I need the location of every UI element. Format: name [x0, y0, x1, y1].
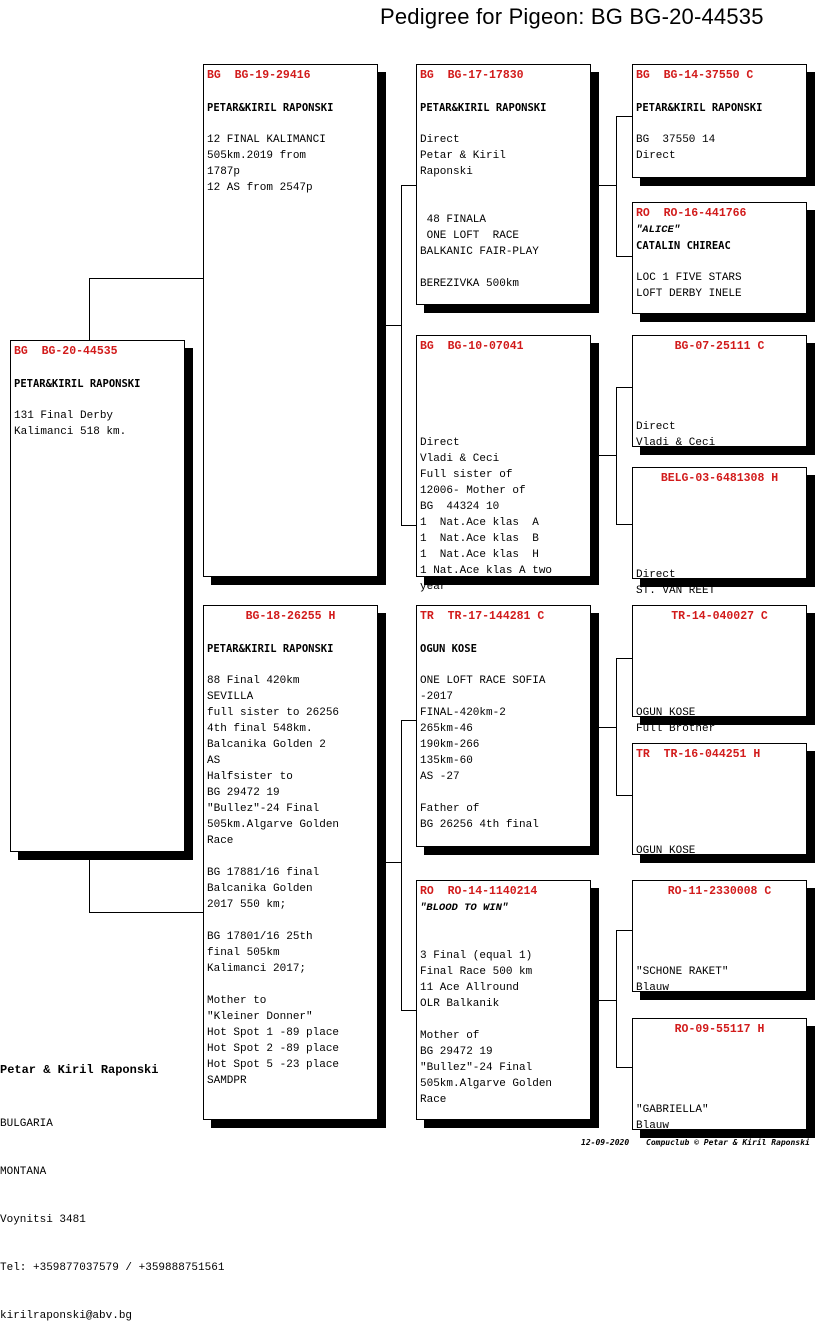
info-line: "GABRIELLA" — [636, 1104, 709, 1116]
sire-dam-card[interactable] — [416, 335, 591, 593]
info-line — [420, 419, 587, 435]
info-line — [636, 519, 803, 535]
ring-number: BG-07-25111 C — [674, 340, 765, 353]
info-line: 3 Final (equal 1) — [420, 950, 533, 962]
info-line — [420, 403, 587, 419]
connector — [590, 727, 616, 728]
info-line: ONE LOFT RACE — [420, 230, 520, 242]
info-line — [420, 916, 587, 932]
info-line: 1787p — [207, 166, 241, 178]
ring-number: BELG-03-6481308 H — [660, 472, 779, 485]
spacer — [420, 84, 587, 100]
connector — [616, 387, 633, 388]
info-line: Vladi & Ceci — [420, 453, 500, 465]
info-line: BG 17801/16 25th — [207, 931, 313, 943]
info-line — [420, 387, 587, 403]
info-line: 505km.Algarve Golden — [207, 819, 340, 831]
info-line: BEREZIVKA 500km — [420, 278, 520, 290]
ring-number: BG BG-20-44535 — [14, 345, 118, 358]
info-line: Final Race 500 km — [420, 966, 533, 978]
ring-number: RO RO-16-441766 — [636, 207, 747, 220]
info-line: BALKANIC FAIR-PLAY — [420, 246, 539, 258]
info-line: Vladi & Ceci — [636, 437, 716, 449]
owner-line: MONTANA — [0, 1166, 47, 1178]
connector — [401, 1010, 417, 1011]
info-line — [636, 795, 803, 811]
info-line: Direct — [636, 421, 676, 433]
info-line: Balcanika Golden — [207, 883, 313, 895]
info-line: Full sister of — [420, 469, 513, 481]
dam-dam-sire-card[interactable] — [632, 880, 807, 992]
info-line — [207, 977, 374, 993]
info-line: Mother of — [420, 1030, 480, 1042]
info-line: "SCHONE RAKET" — [636, 966, 729, 978]
info-line — [636, 811, 803, 827]
info-line: 135km-60 — [420, 755, 473, 767]
sire-card[interactable] — [203, 64, 378, 577]
info-line: BG 26256 4th final — [420, 819, 539, 831]
info-line: -2017 — [420, 691, 454, 703]
connector — [616, 658, 633, 659]
info-line: ST. VAN REET — [636, 585, 716, 597]
connector — [590, 1000, 616, 1001]
owner-line: Voynitsi 3481 — [0, 1214, 86, 1226]
connector — [401, 720, 417, 721]
spacer — [207, 625, 374, 641]
connector — [616, 387, 617, 524]
info-line: SAMDPR — [207, 1075, 247, 1087]
info-line: BG 37550 14 — [636, 134, 716, 146]
info-line — [207, 116, 374, 132]
ring-number: RO RO-14-1140214 — [420, 885, 538, 898]
info-line: Race — [420, 1094, 447, 1106]
info-line: 190km-266 — [420, 739, 480, 751]
info-line — [420, 260, 587, 276]
connector — [377, 325, 401, 326]
owner-phone: Tel: +359877037579 / +359888751561 — [0, 1262, 225, 1274]
info-line: "Bullez"-24 Final — [420, 1062, 533, 1074]
info-line: Blauw — [636, 982, 670, 994]
info-line: SEVILLA — [207, 691, 254, 703]
info-line: 1 Nat.Ace klas H — [420, 549, 539, 561]
dam-dam-dam-card[interactable] — [632, 1018, 807, 1130]
ring-number: BG BG-10-07041 — [420, 340, 524, 353]
info-line — [420, 196, 587, 212]
info-line — [636, 116, 803, 132]
info-line: 265km-46 — [420, 723, 473, 735]
info-line: BG 29472 19 — [207, 787, 280, 799]
info-line — [420, 1012, 587, 1028]
connector — [616, 524, 633, 525]
info-line — [420, 785, 587, 801]
info-line: year — [420, 581, 447, 593]
connector — [590, 185, 616, 186]
info-line: Full Brother — [636, 723, 716, 735]
info-line: Direct — [636, 150, 676, 162]
connector — [89, 278, 90, 340]
ring-number: RO-09-55117 H — [674, 1023, 765, 1036]
info-line — [636, 673, 803, 689]
info-line — [636, 916, 803, 932]
info-line — [207, 913, 374, 929]
info-line: 11 Ace Allround — [420, 982, 520, 994]
info-line: Direct — [636, 569, 676, 581]
ring-number: TR-14-040027 C — [671, 610, 768, 623]
ring-number: BG-18-26255 H — [245, 610, 336, 623]
info-line: 131 Final Derby — [14, 410, 114, 422]
breeder-name: PETAR&KIRIL RAPONSKI — [14, 378, 141, 390]
info-line — [636, 387, 803, 403]
connector — [616, 930, 617, 1067]
connector — [401, 720, 402, 1010]
info-line — [636, 1054, 803, 1070]
info-line — [636, 641, 803, 657]
info-line — [636, 948, 803, 964]
info-line — [420, 116, 587, 132]
footer-date: 12-09-2020 — [581, 1138, 630, 1147]
info-line: LOFT DERBY INELE — [636, 288, 742, 300]
info-line: 12 FINAL KALIMANCI — [207, 134, 326, 146]
page-title: Pedigree for Pigeon: BG BG-20-44535 — [380, 4, 764, 29]
connector — [590, 455, 616, 456]
info-line — [420, 180, 587, 196]
info-line: 2017 550 km; — [207, 899, 287, 911]
breeder-name: PETAR&KIRIL RAPONSKI — [636, 102, 763, 114]
info-line: BG 44324 10 — [420, 501, 500, 513]
info-line: BG 17881/16 final — [207, 867, 320, 879]
info-line — [636, 535, 803, 551]
info-line: BG 29472 19 — [420, 1046, 493, 1058]
info-line: OLR Balkanik — [420, 998, 500, 1010]
connector — [401, 185, 402, 525]
info-line: Blauw — [636, 1120, 670, 1132]
info-line — [636, 371, 803, 387]
info-line — [636, 403, 803, 419]
info-line: Balcanika Golden 2 — [207, 739, 326, 751]
info-line: LOC 1 FIVE STARS — [636, 272, 742, 284]
spacer — [636, 1038, 803, 1054]
info-line — [636, 779, 803, 795]
sire-dam-dam-card[interactable] — [632, 467, 807, 597]
spacer — [636, 900, 803, 916]
connector — [616, 795, 633, 796]
info-line: 1 Nat.Ace klas A — [420, 517, 539, 529]
info-line: 88 Final 420km — [207, 675, 300, 687]
breeder-name: CATALIN CHIREAC — [636, 240, 731, 252]
info-line: 4th final 548km. — [207, 723, 313, 735]
footer-credit: Compuclub © Petar & Kiril Raponski — [646, 1138, 810, 1147]
info-line: OGUN KOSE — [636, 707, 696, 719]
owner-line: BULGARIA — [0, 1118, 53, 1130]
info-line: AS — [207, 755, 221, 767]
info-line: "Kleiner Donner" — [207, 1011, 313, 1023]
info-line — [420, 932, 587, 948]
connector — [401, 185, 417, 186]
owner-address — [0, 1030, 224, 1340]
ring-number: TR TR-16-044251 H — [636, 748, 761, 761]
info-line: full sister to 26256 — [207, 707, 340, 719]
info-line — [636, 827, 803, 843]
info-line — [636, 689, 803, 705]
pigeon-nickname: "ALICE" — [636, 224, 681, 236]
spacer — [636, 763, 803, 779]
info-line — [207, 849, 374, 865]
info-line — [636, 657, 803, 673]
info-line: Father of — [420, 803, 480, 815]
dam-dam-card[interactable] — [416, 880, 591, 1120]
breeder-name: OGUN KOSE — [420, 643, 477, 655]
info-line — [207, 657, 374, 673]
owner-email: kirilraponski@abv.bg — [0, 1310, 133, 1322]
info-line: "Bullez"-24 Final — [207, 803, 320, 815]
info-line: 48 FINALA — [420, 214, 487, 226]
info-line: Hot Spot 1 -89 place — [207, 1027, 340, 1039]
dam-sire-card[interactable] — [416, 605, 591, 847]
subject-card[interactable] — [10, 340, 185, 852]
info-line — [14, 392, 181, 408]
info-line: ONE LOFT RACE SOFIA — [420, 675, 546, 687]
info-line: Raponski — [420, 166, 473, 178]
sire-sire-sire-card[interactable] — [632, 64, 807, 178]
info-line — [636, 551, 803, 567]
connector — [616, 116, 633, 117]
connector — [377, 862, 401, 863]
spacer — [14, 360, 181, 376]
info-line — [636, 503, 803, 519]
dam-sire-dam-card[interactable] — [632, 743, 807, 855]
dam-sire-sire-card[interactable] — [632, 605, 807, 735]
spacer — [636, 84, 803, 100]
info-line: 12 AS from 2547p — [207, 182, 313, 194]
info-line: Race — [207, 835, 234, 847]
ring-number: RO-11-2330008 C — [667, 885, 772, 898]
info-line — [636, 1070, 803, 1086]
connector — [89, 278, 204, 279]
ring-number: BG BG-14-37550 C — [636, 69, 754, 82]
connector — [616, 930, 633, 931]
owner-name: Petar & Kiril Raponski — [0, 1063, 159, 1077]
info-line — [420, 657, 587, 673]
info-line: Petar & Kiril — [420, 150, 506, 162]
sire-dam-sire-card[interactable] — [632, 335, 807, 447]
info-line — [420, 371, 587, 387]
connector — [89, 852, 90, 912]
connector — [401, 525, 417, 526]
pigeon-nickname: "BLOOD TO WIN" — [420, 902, 509, 914]
spacer — [207, 84, 374, 100]
sire-sire-dam-card[interactable] — [632, 202, 807, 314]
connector — [616, 116, 617, 256]
info-line — [636, 254, 803, 270]
info-line — [636, 932, 803, 948]
info-line — [636, 1086, 803, 1102]
ring-number: TR TR-17-144281 C — [420, 610, 545, 623]
info-line: Mother to — [207, 995, 267, 1007]
info-line: Kalimanci 518 km. — [14, 426, 127, 438]
info-line: 12006- Mother of — [420, 485, 526, 497]
info-line: 1 Nat.Ace klas A two — [420, 565, 553, 577]
info-line: Halfsister to — [207, 771, 293, 783]
spacer — [636, 355, 803, 371]
info-line: 505km.Algarve Golden — [420, 1078, 553, 1090]
spacer — [420, 625, 587, 641]
breeder-name: PETAR&KIRIL RAPONSKI — [207, 643, 334, 655]
info-line: AS -27 — [420, 771, 460, 783]
breeder-name: PETAR&KIRIL RAPONSKI — [420, 102, 547, 114]
info-line: Hot Spot 5 -23 place — [207, 1059, 340, 1071]
info-line: 1 Nat.Ace klas B — [420, 533, 539, 545]
spacer — [636, 625, 803, 641]
connector — [616, 658, 617, 795]
dam-card[interactable] — [203, 605, 378, 1120]
ring-number: BG BG-17-17830 — [420, 69, 524, 82]
info-line: OGUN KOSE — [636, 845, 696, 857]
info-line: Hot Spot 2 -89 place — [207, 1043, 340, 1055]
info-line: final 505km — [207, 947, 280, 959]
connector — [616, 1067, 633, 1068]
info-line: Direct — [420, 134, 460, 146]
info-line: Direct — [420, 437, 460, 449]
info-line: Kalimanci 2017; — [207, 963, 307, 975]
connector — [89, 912, 204, 913]
breeder-name: PETAR&KIRIL RAPONSKI — [207, 102, 334, 114]
connector — [616, 256, 633, 257]
spacer — [636, 487, 803, 503]
ring-number: BG BG-19-29416 — [207, 69, 311, 82]
info-line: FINAL-420km-2 — [420, 707, 506, 719]
sire-sire-card[interactable] — [416, 64, 591, 305]
spacer — [420, 355, 587, 371]
info-line: 505km.2019 from — [207, 150, 307, 162]
